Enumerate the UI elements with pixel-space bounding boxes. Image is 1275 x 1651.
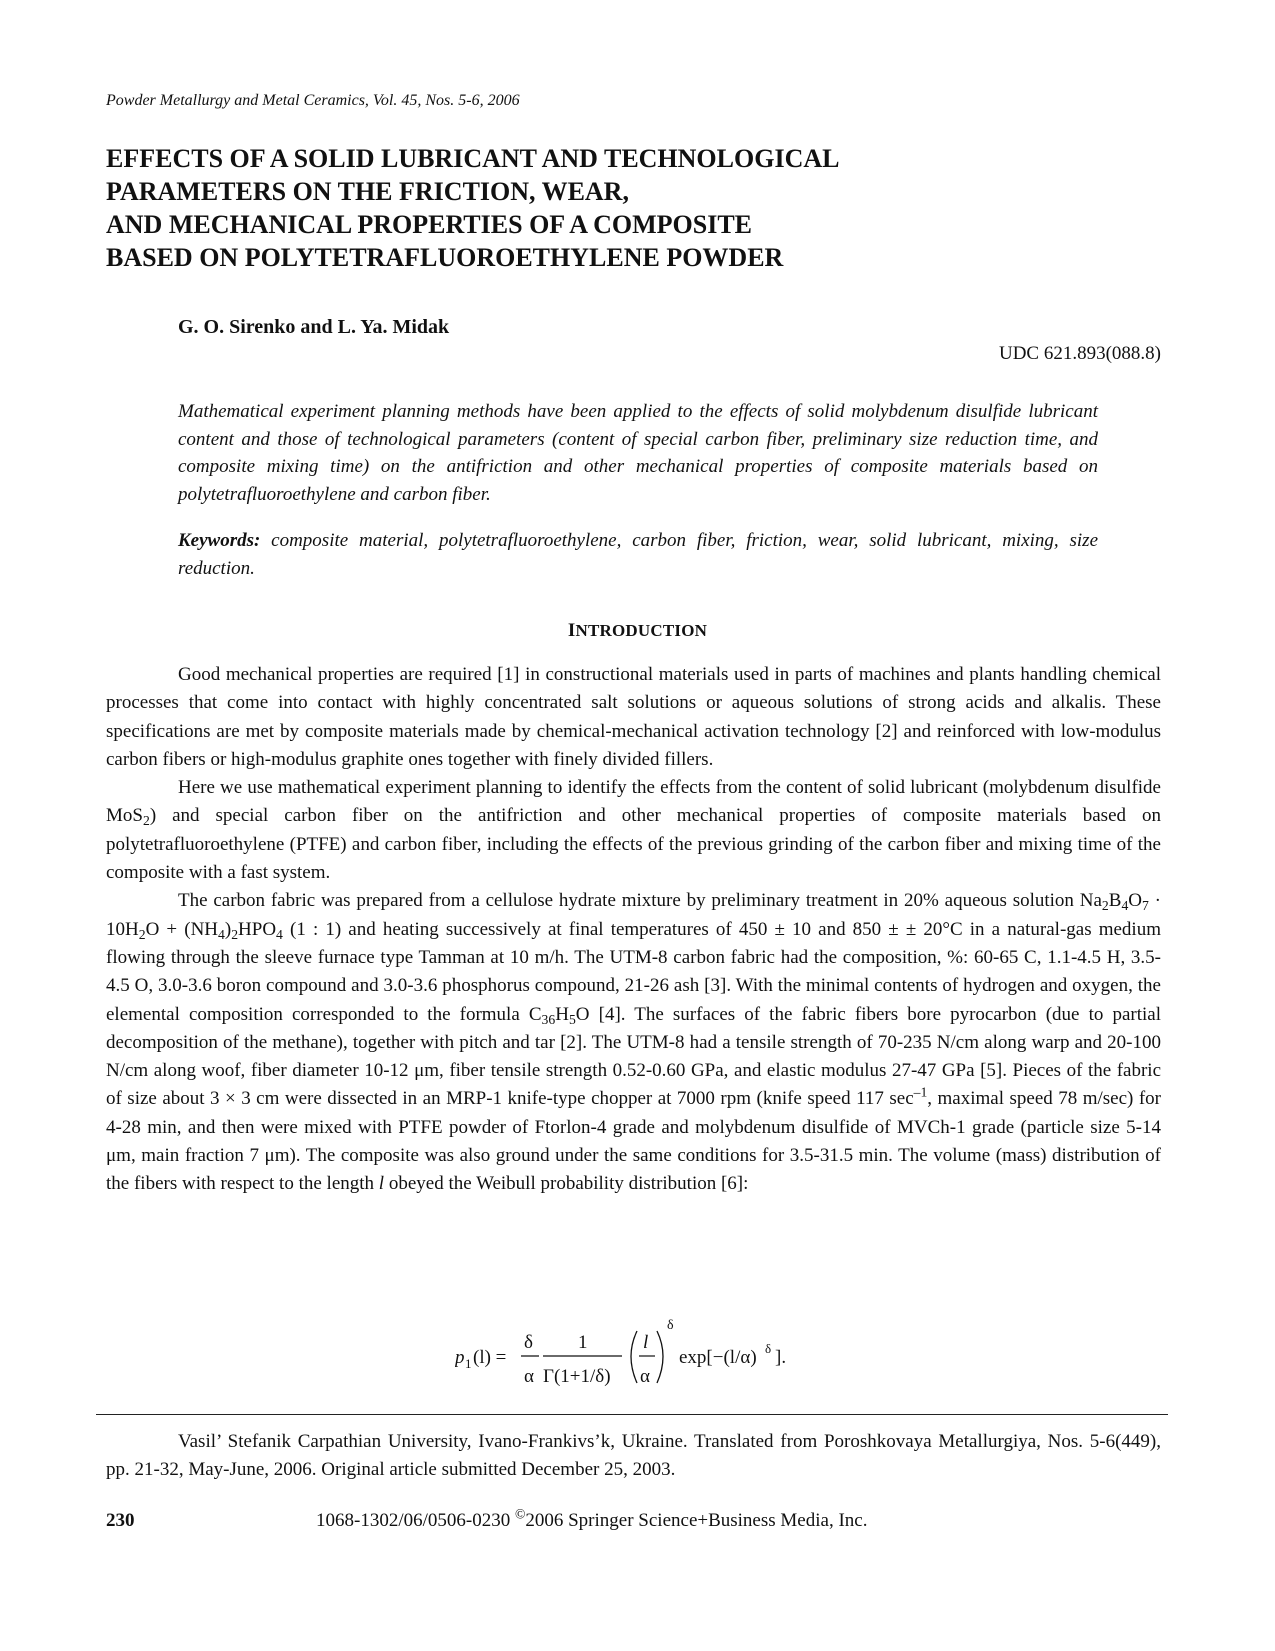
section-heading-introduction: INTRODUCTION: [567, 620, 708, 641]
eq-power: δ: [667, 1318, 674, 1333]
body-text: [106, 661, 1161, 1199]
authors: G. O. Sirenko and L. Ya. Midak: [178, 316, 450, 338]
footnote-divider: [96, 1414, 1168, 1415]
title-line-3: AND MECHANICAL PROPERTIES OF A COMPOSITE: [106, 210, 753, 239]
eq-frac1-num: δ: [524, 1332, 533, 1353]
eq-frac2-num: 1: [578, 1332, 588, 1353]
eq-exp-close: ].: [775, 1347, 787, 1368]
eq-right-paren: [657, 1331, 663, 1383]
journal-citation: Powder Metallurgy and Metal Ceramics, Vol. 45, Nos. 5-6, 2006: [106, 92, 520, 109]
eq-lhs-sub: 1: [465, 1356, 472, 1371]
keywords: [178, 527, 1098, 582]
eq-frac3-den: α: [640, 1366, 650, 1387]
article-title: [106, 142, 1106, 274]
title-line-2: PARAMETERS ON THE FRICTION, WEAR,: [106, 177, 629, 206]
paragraph-3: The carbon fabric was prepared from a cellulose hydrate mixture by preliminary treatment in 20% aqueous solution $Na_2B_4O_7 \cdot 10H_2O + (NH_4)_2HPO_4$ (1 : 1) and heating successively at final temperatures of 450 ± 10 and 850 ± ± 20°C in a natural-gas medium flowing through the sleeve furnace type Tamman at 10 m/h. The UTM-8 carbon fabric had the composition, %: 60-65 C, 1.1-4.5 H, 3.5-4.5 O, 3.0-3.6 boron compound and 3.0-3.6 phosphorus compound, 21-26 ash [3]. With the minimal contents of hydrogen and oxygen, the elemental composition corresponded to the formula $C_{36}H_5O$ [4]. The surfaces of the fabric fibers bore pyrocarbon (due to partial decomposition of the methane), together with pitch and tar [2]. The UTM-8 had a tensile strength of 70-235 N/cm along warp and 20-100 N/cm along woof, fiber diameter 10-12 μm, fiber tensile strength 0.52-0.60 GPa, and elastic modulus 27-47 GPa [5]. Pieces of the fabric of size about 3 × 3 cm were dissected in an MRP-1 knife-type chopper at 7000 rpm (knife speed 117 $\sec^{-1}$, maximal speed 78 m/sec) for 4-28 min, and then were mixed with PTFE powder of Ftorlon-4 grade and molybdenum disulfide of MVCh-1 grade (particle size 5-14 μm, main fraction 7 μm). The composite was also ground under the same conditions for 3.5-31.5 min. The volume (mass) distribution of the fibers with respect to the length l obeyed the Weibull probability distribution [6]:: [106, 890, 1161, 1195]
eq-frac1-den: α: [524, 1366, 534, 1387]
abstract: Mathematical experiment planning methods have been applied to the effects of solid molybdenum disulfide lubricant content and those of technological parameters (content of special carbon fiber, preliminary size reduction time, and composite mixing time) on the antifriction and other mechanical properties of composite materials based on polytetrafluoroethylene and carbon fiber.: [178, 401, 1098, 505]
keywords-label: Keywords:: [178, 530, 261, 551]
eq-lhs-arg: (l) =: [473, 1347, 507, 1368]
eq-exp-power: δ: [765, 1341, 772, 1356]
affiliation-footnote: Vasil’ Stefanik Carpathian University, Ivano-Frankivs’k, Ukraine. Translated from Poroshkovaya Metallurgiya, Nos. 5-6(449), pp. 21-32, May-June, 2006. Original article submitted December 25, 2003.: [106, 1431, 1161, 1480]
copyright-line: 1068-1302/06/0506-0230 ©2006 Springer Science+Business Media, Inc.: [316, 1506, 868, 1531]
eq-left-paren: [631, 1331, 637, 1383]
eq-frac2-den: Γ(1+1/δ): [543, 1366, 611, 1387]
page-number: 230: [106, 1510, 135, 1531]
paragraph-1: Good mechanical properties are required [1] in constructional materials used in parts of machines and plants handling chemical processes that come into contact with highly concentrated salt solutions or aqueous solutions of strong acids and alkalis. These specifications are met by composite materials made by chemical-mechanical activation technology [2] and reinforced with low-modulus carbon fibers or high-modulus graphite ones together with finely divided fillers.: [106, 664, 1161, 770]
eq-lhs: p: [455, 1347, 465, 1368]
weibull-equation: [455, 1317, 895, 1397]
eq-exp: exp[−(l/α): [679, 1347, 757, 1368]
title-line-4: BASED ON POLYTETRAFLUOROETHYLENE POWDER: [106, 243, 784, 272]
keywords-text: composite material, polytetrafluoroethylene, carbon fiber, friction, wear, solid lubricant, mixing, size reduction.: [178, 530, 1098, 579]
title-line-1: EFFECTS OF A SOLID LUBRICANT AND TECHNOLOGICAL: [106, 144, 840, 173]
eq-frac3-num: l: [643, 1332, 649, 1353]
udc-code: UDC 621.893(088.8): [998, 343, 1161, 364]
paragraph-2: Here we use mathematical experiment planning to identify the effects from the content of solid lubricant (molybdenum disulfide MoS$_2$) and special carbon fiber on the antifriction and other mechanical properties of composite materials based on polytetrafluoroethylene (PTFE) and carbon fiber, including the effects of the previous grinding of the carbon fiber and mixing time of the composite with a fast system.: [106, 777, 1161, 884]
